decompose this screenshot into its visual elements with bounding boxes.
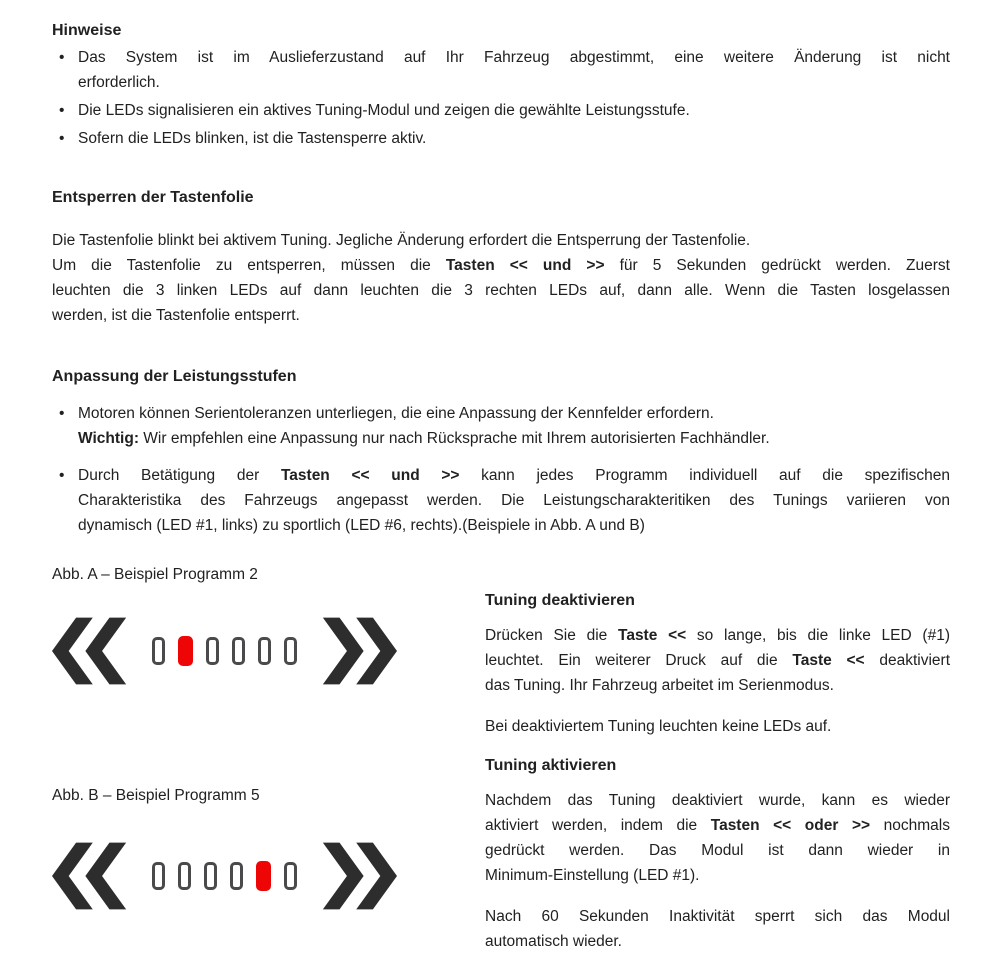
figure-b-label: Abb. B – Beispiel Programm 5 (52, 787, 260, 804)
text-line: • Motoren können Serientoleranzen unterliegen, die eine Anpassung der Kennfelder erfordern. (78, 405, 714, 422)
chevron-right-icon (321, 617, 397, 685)
led-on-indicator (256, 861, 271, 891)
bullet-item (52, 45, 950, 95)
text-line: automatisch wieder. (485, 933, 622, 950)
bullet-item (52, 401, 950, 451)
text-line: Die Tastenfolie blinkt bei aktivem Tuning. Jegliche Änderung erfordert die Entsperrung der Tastenfolie. (52, 232, 751, 249)
led-off-indicator (152, 862, 165, 890)
led-off-indicator (206, 637, 219, 665)
text-line: aktiviert werden, indem die Tasten << oder >> nochmals (485, 817, 950, 834)
text-line: Nachdem das Tuning deaktiviert wurde, kann es wieder (485, 792, 950, 809)
chevron-right-icon (321, 842, 397, 910)
led-off-indicator (284, 637, 297, 665)
section-hinweise (52, 18, 950, 151)
text-line: Bei deaktiviertem Tuning leuchten keine LEDs auf. (485, 718, 832, 735)
text-line: Wichtig: Wir empfehlen eine Anpassung nur nach Rücksprache mit Ihrem autorisierten Fachhändler. (78, 430, 770, 447)
led-row (152, 861, 297, 891)
led-off-indicator (232, 637, 245, 665)
section-title-tuning-deaktivieren: Tuning deaktivieren (485, 592, 635, 609)
led-off-indicator (178, 862, 191, 890)
chevron-left-icon (52, 842, 128, 910)
figure-a-label: Abb. A – Beispiel Programm 2 (52, 566, 258, 583)
text-line: werden, ist die Tastenfolie entsperrt. (52, 307, 300, 324)
text-line: leuchtet. Ein weiterer Druck auf die Taste << deaktiviert (485, 652, 950, 669)
section-anpassung (52, 364, 950, 538)
text-line: • Das System ist im Auslieferzustand auf Ihr Fahrzeug abgestimmt, eine weitere Änderung ist nicht (78, 49, 950, 66)
text-line: Nach 60 Sekunden Inaktivität sperrt sich das Modul (485, 908, 950, 925)
led-off-indicator (204, 862, 217, 890)
figure-text-columns (52, 562, 950, 966)
aktivieren-paragraph-2 (485, 904, 950, 954)
text-line: • Die LEDs signalisieren ein aktives Tuning-Modul und zeigen die gewählte Leistungsstufe. (78, 102, 690, 119)
aktivieren-paragraph-1 (485, 788, 950, 888)
chevron-left-icon (52, 617, 128, 685)
deaktivieren-paragraph-1 (485, 623, 950, 698)
text-line: Um die Tastenfolie zu entsperren, müssen die Tasten << und >> für 5 Sekunden gedrückt werden. Zuerst (52, 257, 950, 274)
text-line: Minimum-Einstellung (LED #1). (485, 867, 700, 884)
text-line: das Tuning. Ihr Fahrzeug arbeitet im Serienmodus. (485, 677, 834, 694)
led-on-indicator (178, 636, 193, 666)
led-off-indicator (284, 862, 297, 890)
bullet-item (52, 98, 950, 123)
led-off-indicator (258, 637, 271, 665)
led-row (152, 636, 297, 666)
led-off-indicator (230, 862, 243, 890)
section-title-anpassung: Anpassung der Leistungsstufen (52, 368, 297, 385)
entsperren-paragraph (52, 228, 950, 328)
led-panel-b (52, 840, 485, 912)
text-line: gedrückt werden. Das Modul ist dann wieder in (485, 842, 950, 859)
figures-column (52, 562, 485, 966)
text-line: leuchten die 3 linken LEDs auf dann leuchten die 3 rechten LEDs auf, dann alle. Wenn die Tasten losgelassen (52, 282, 950, 299)
bullet-item (52, 126, 950, 151)
led-off-indicator (152, 637, 165, 665)
instructions-column (485, 562, 950, 966)
deaktivieren-paragraph-2 (485, 714, 950, 739)
section-title-tuning-aktivieren: Tuning aktivieren (485, 757, 617, 774)
section-entsperren (52, 185, 950, 328)
text-line: • Durch Betätigung der Tasten << und >> kann jedes Programm individuell auf die spezifischen (78, 467, 950, 484)
hinweise-bullet-list (52, 45, 950, 151)
section-title-hinweise: Hinweise (52, 22, 122, 39)
text-line: erforderlich. (78, 74, 160, 91)
bullet-item (52, 463, 950, 538)
anpassung-bullet-list (52, 401, 950, 538)
text-line: • Sofern die LEDs blinken, ist die Tastensperre aktiv. (78, 130, 427, 147)
section-title-entsperren: Entsperren der Tastenfolie (52, 189, 254, 206)
led-panel-a (52, 615, 485, 687)
text-line: Drücken Sie die Taste << so lange, bis die linke LED (#1) (485, 627, 950, 644)
text-line: Charakteristika des Fahrzeugs angepasst werden. Die Leistungscharakteritiken des Tunings variieren von (78, 492, 950, 509)
text-line: dynamisch (LED #1, links) zu sportlich (LED #6, rechts).(Beispiele in Abb. A und B) (78, 517, 645, 534)
